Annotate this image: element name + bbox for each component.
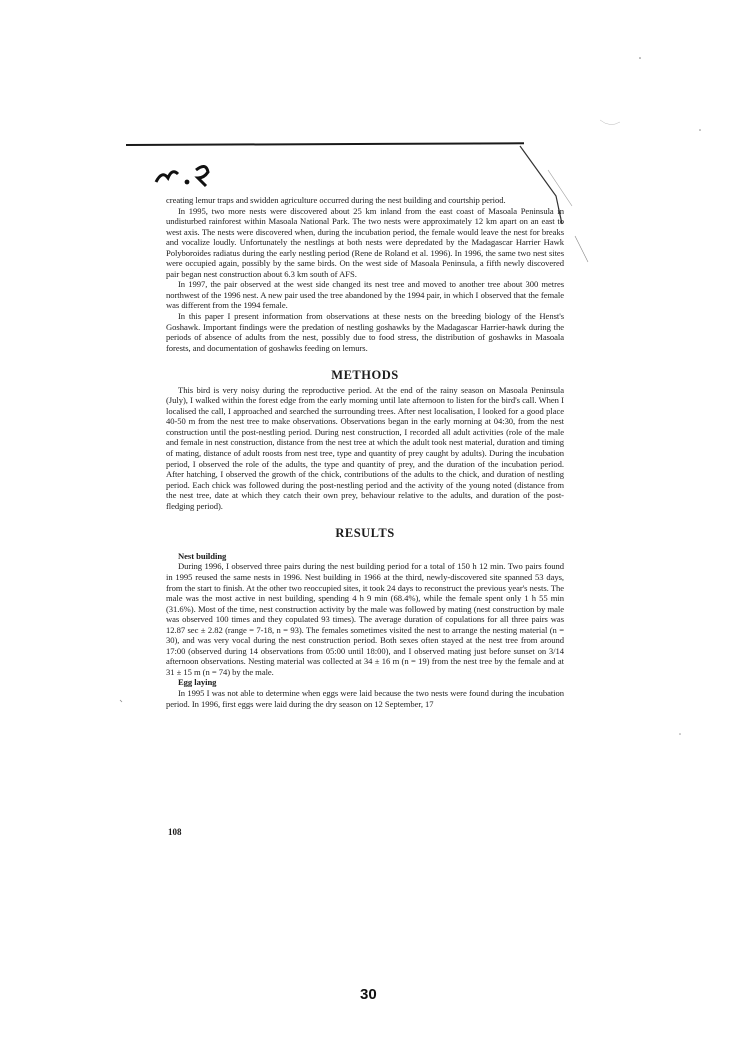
page-number: 108 — [168, 827, 182, 837]
egg-laying-subhead: Egg laying — [178, 677, 217, 688]
methods-heading: METHODS — [331, 368, 399, 383]
intro-paragraph: In this paper I present information from observations at these nests on the breeding biology of the Henst's Goshawk. Important findings were the predation of nestling goshawks by the Madagascar Harrier-hawk during the periods of absence of adults from the nest, possibly due to food stress, the distribution of goshawks in Masoala forests, and documentation of goshawks feeding on lemurs. — [166, 311, 564, 353]
intro-paragraph: creating lemur traps and swidden agriculture occurred during the nest building and courtship period. — [166, 195, 506, 205]
article-body — [166, 195, 564, 709]
handwritten-mark-icon — [154, 156, 218, 196]
top-rule — [126, 142, 524, 146]
nest-building-paragraph: During 1996, I observed three pairs during the nest building period for a total of 150 h 12 min. Two pairs found in 1995 reused the same nests in 1996. Nest building in 1966 at the third, newly-discovered site spanned 53 days, from the start to finish. At the other two reoccupied sites, it took 24 days to reconstruct the previous year's nests. The male was the most active in nest building, spending 4 h 9 min (68.4%), while the female spent only 1 h 55 min (31.6%). Most of the time, nest construction activity by the male was followed by mating (nest construction by male was observed 100 times and they copulated 93 times). The average duration of copulations for all three pairs was 12.87 sec ± 2.82 (range = 7-18, n = 93). The females sometimes visited the nest to arrange the nesting material (n = 30), and was very vocal during the nest construction period. Both sexes often stayed at the nest tree from around 17:00 (observed during 14 observations from 05:00 until 18:00), and I observed mating just before sunset on 3/14 afternoon observations. Nesting material was collected at 34 ± 16 m (n = 19) from the nest tree by the female and at 31 ± 15 m (n = 74) by the male. — [166, 561, 564, 677]
intro-paragraph: In 1995, two more nests were discovered about 25 km inland from the east coast of Masoala Peninsula in undisturbed rainforest within Masoala National Park. The two nests were approximately 12 km apart on an east to west axis. The nests were discovered when, during the incubation period, the female would leave the nest for breaks and vocalize loudly. Unfortunately the nestlings at both nests were depredated by the Madagascar Harrier Hawk Polyboroides radiatus during the early nestling period (Rene de Roland et al. 1996). In 1996, the same two nest sites were occupied again, possibly by the same birds. On the west side of Masoala Peninsula, a fifth newly discovered pair began nest construction about 6.3 km south of AFS. — [166, 205, 564, 279]
scan-page-number: 30 — [360, 986, 377, 1003]
nest-building-subhead: Nest building — [178, 550, 227, 561]
methods-paragraph: This bird is very noisy during the reproductive period. At the end of the rainy season on Masoala Peninsula (July), I walked within the forest edge from the early morning until late afternoon to listen for the bird's call. When I localised the call, I approached and searched the surrounding trees. After nest localisation, I looked for a good place 40-50 m from the nest tree to make observations. Observations began in the early morning at 04:30, from the nest construction until the post-nestling period. During nest construction, I recorded all adult activities (role of the male and female in nest construction, distance from the nest tree at which the adult took nest material, duration and timing of mating, distance of adult roosts from nest tree, type and quantity of prey caught by adults). During the incubation period, I observed the role of the adults, the type and quantity of prey, and the duration of the incubation period. After hatching, I observed the growth of the chick, contributions of the adults to the chick, and duration of nestling period. Each chick was followed during the post-nestling period and the activity of the young noted (distance from the nest tree, date at which they catch their own prey, behaviour relative to the adults, and duration of the post-fledging period). — [166, 384, 564, 511]
intro-paragraph: In 1997, the pair observed at the west side changed its nest tree and moved to another tree about 300 metres northwest of the 1996 nest. A new pair used the tree abandoned by the 1994 pair, in which I observed that the female was different from the 1994 female. — [166, 279, 564, 311]
results-heading: RESULTS — [335, 526, 395, 541]
egg-laying-paragraph: In 1995 I was not able to determine when eggs were laid because the two nests were found during the incubation period. In 1996, first eggs were laid during the dry season on 12 September, 17 — [166, 687, 564, 709]
